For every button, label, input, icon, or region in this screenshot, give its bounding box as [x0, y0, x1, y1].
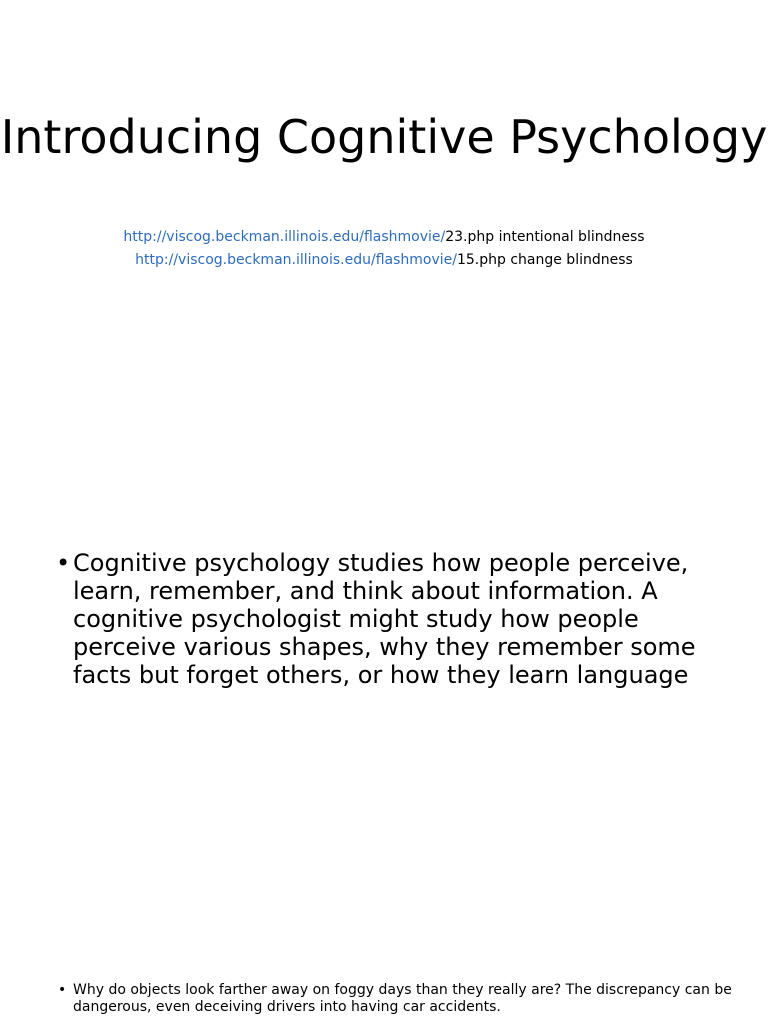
bullet-text: Why do objects look farther away on foggy days than they really are? The discrepancy can be dangerous, even deceiving drivers into having car accidents.	[73, 982, 732, 1015]
flashmovie-link[interactable]: http://viscog.beckman.illinois.edu/flashmovie/	[123, 229, 446, 245]
link-description: 23.php intentional blindness	[445, 229, 645, 245]
main-bullet-point	[56, 549, 716, 689]
bullet-icon: •	[58, 982, 67, 998]
link-description: 15.php change blindness	[456, 252, 633, 268]
bullet-icon: •	[56, 549, 71, 577]
link-line-change-blindness	[0, 251, 768, 269]
note-bullet-point	[58, 982, 738, 1016]
bullet-text: Cognitive psychology studies how people perceive, learn, remember, and think about information. A cognitive psychologist might study how people perceive various shapes, why they remember some facts but forget others, or how they learn language	[73, 549, 696, 689]
link-line-intentional-blindness	[0, 228, 768, 246]
flashmovie-link[interactable]: http://viscog.beckman.illinois.edu/flashmovie/	[135, 252, 457, 268]
slide-title: Introducing Cognitive Psychology	[0, 110, 768, 164]
